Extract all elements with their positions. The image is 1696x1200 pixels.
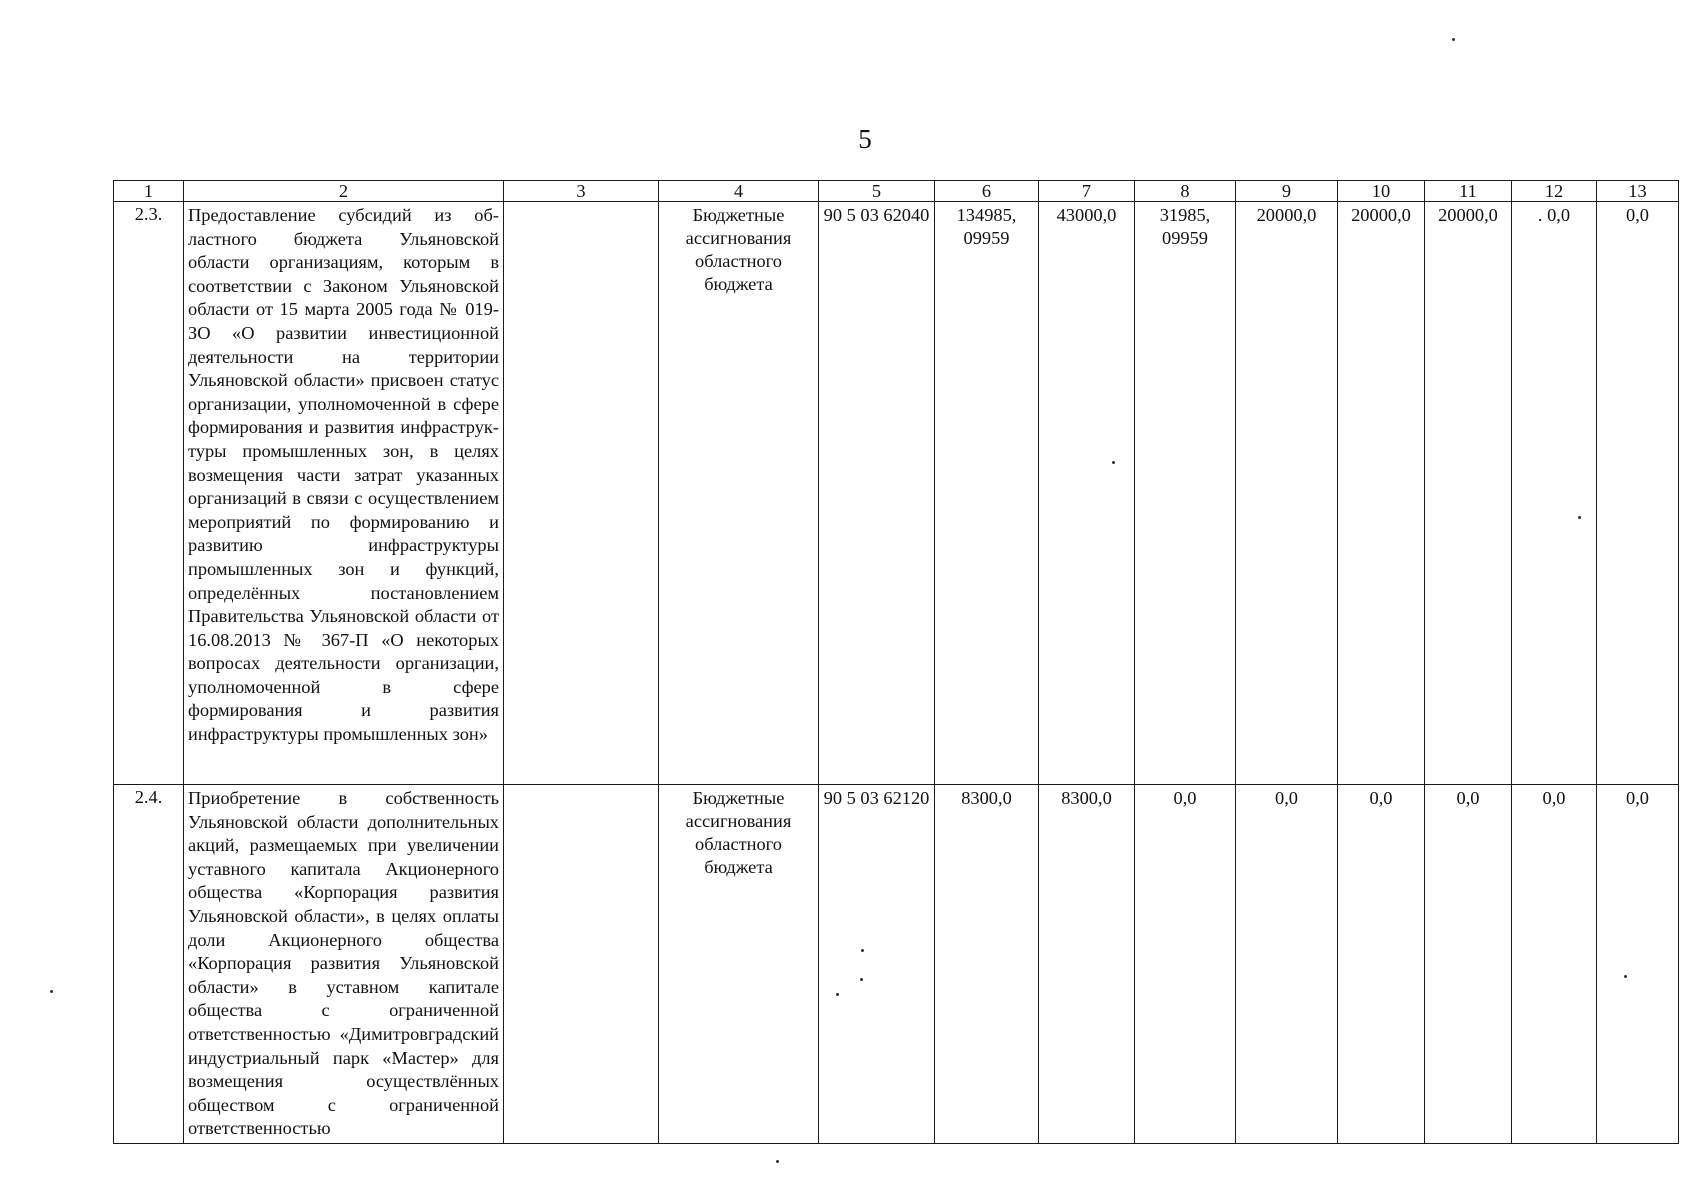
row-value-col10: 0,0: [1338, 785, 1425, 1144]
row-value-col6: 134985, 09959: [935, 202, 1039, 785]
row-budget-code: 90 5 03 62040: [819, 202, 935, 785]
budget-table: [113, 180, 1679, 1144]
row-value-col12: . 0,0: [1512, 202, 1597, 785]
row-budget-code: 90 5 03 62120: [819, 785, 935, 1144]
row-value-col7: 8300,0: [1039, 785, 1135, 1144]
row-value-col8: 31985, 09959: [1135, 202, 1236, 785]
header-col-8: 8: [1135, 181, 1236, 202]
row-description: Предоставление субсидий из областного бюджета Ульяновской области организациям, которым в соответствии с Законом Ульяновской области от 15 марта 2005 года № 019-ЗО «О развитии инвестиционной деятельности на территории Ульяновской области» присвоен статус организации, уполномоченной в сфере формирования и развития инфраструктуры промышленных зон, в целях возмещения части затрат указанных организаций в связи с осуществлением мероприятий по формированию и развитию инфраструктуры промышленных зон и функций, определённых постановлением Правительства Ульяновской области от 16.08.2013 № 367-П «О некоторых вопросах деятельности организации, уполномоченной в сфере формирования и развития инфраструктуры промышленных зон»: [184, 202, 504, 785]
row-value-col11: 20000,0: [1425, 202, 1512, 785]
table-row: [114, 202, 1679, 785]
row-col3: [504, 202, 659, 785]
row-col3: [504, 785, 659, 1144]
row-value-col7: 43000,0: [1039, 202, 1135, 785]
header-col-3: 3: [504, 181, 659, 202]
scan-speck: [776, 1160, 779, 1163]
scan-speck: [861, 949, 864, 952]
row-value-col10: 20000,0: [1338, 202, 1425, 785]
row-number: 2.3.: [114, 202, 184, 785]
scan-speck: [50, 990, 53, 993]
row-number: 2.4.: [114, 785, 184, 1144]
scan-speck: [836, 993, 839, 996]
row-value-col12: 0,0: [1512, 785, 1597, 1144]
header-col-9: 9: [1236, 181, 1338, 202]
header-col-7: 7: [1039, 181, 1135, 202]
header-col-1: 1: [114, 181, 184, 202]
scan-speck: [1624, 975, 1627, 978]
header-row: [114, 181, 1679, 202]
row-value-col11: 0,0: [1425, 785, 1512, 1144]
row-value-col8: 0,0: [1135, 785, 1236, 1144]
row-description: Приобретение в собственность Ульяновской области дополнительных акций, размещаемых при увеличении уставного капитала Акционерного общества «Корпорация развития Ульяновской области», в целях оплаты доли Акционерного общества «Корпорация развития Ульяновской области» в уставном капитале общества с ограниченной ответственностью «Димитровградский индустриальный парк «Мастер» для возмещения осуществлённых обществом с ограниченной ответственностью: [184, 785, 504, 1144]
scan-speck: [860, 978, 863, 981]
row-value-col6: 8300,0: [935, 785, 1039, 1144]
row-funding-source: Бюджетные ассигнования областного бюджета: [659, 202, 819, 785]
header-col-5: 5: [819, 181, 935, 202]
row-value-col9: 0,0: [1236, 785, 1338, 1144]
row-value-col9: 20000,0: [1236, 202, 1338, 785]
row-value-col13: 0,0: [1597, 785, 1679, 1144]
header-col-10: 10: [1338, 181, 1425, 202]
header-col-2: 2: [184, 181, 504, 202]
row-funding-source: Бюджетные ассигнования областного бюджета: [659, 785, 819, 1144]
header-col-11: 11: [1425, 181, 1512, 202]
header-col-6: 6: [935, 181, 1039, 202]
scan-speck: [1452, 38, 1455, 41]
header-col-13: 13: [1597, 181, 1679, 202]
scan-speck: [1112, 461, 1115, 464]
header-col-12: 12: [1512, 181, 1597, 202]
row-value-col13: 0,0: [1597, 202, 1679, 785]
header-col-4: 4: [659, 181, 819, 202]
page-number: 5: [858, 124, 872, 154]
scan-speck: [1578, 516, 1581, 519]
table-row: [114, 785, 1679, 1144]
